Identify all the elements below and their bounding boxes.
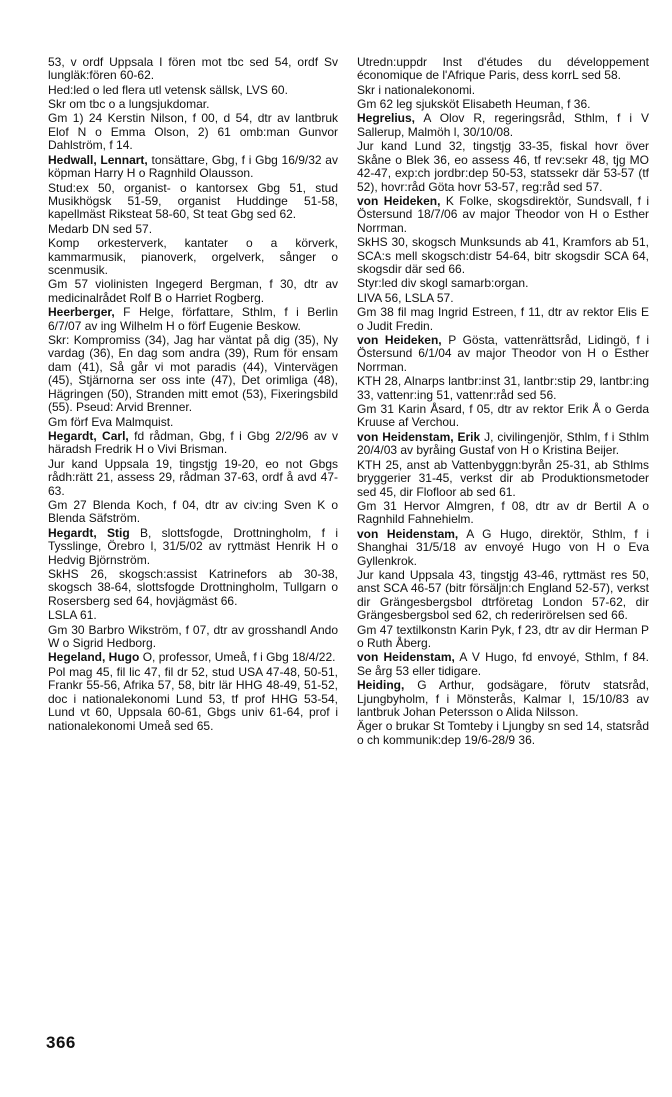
biography-paragraph <box>357 56 649 83</box>
biography-heading-paragraph <box>48 306 338 333</box>
entry-text: Äger o brukar St Tomteby i Ljungby sn sed 14, statsråd o ch kommunik:dep 19/6-28/9 36. <box>357 719 649 747</box>
entry-text: A G Hugo, direktör, Sthlm, f i Shanghai 31/5/18 av envoyé Hugo von H o Eva Gyllenkrok. <box>357 526 649 568</box>
person-name: Hegardt, Stig <box>48 525 130 540</box>
biography-heading-paragraph <box>48 651 338 664</box>
biography-heading-paragraph <box>48 154 338 181</box>
entry-text: O, professor, Umeå, f i Gbg 18/4/22. <box>142 650 336 665</box>
biography-paragraph <box>48 458 338 498</box>
person-name: Hegeland, Hugo <box>48 650 140 665</box>
entry-text: Gm 62 leg sjuksköt Elisabeth Heuman, f 36. <box>357 97 591 112</box>
biography-paragraph <box>48 223 338 236</box>
biography-paragraph <box>48 237 338 277</box>
entry-text: Gm 57 violinisten Ingegerd Bergman, f 30, dtr av medicinalrådet Rolf B o Harriet Rogberg. <box>48 277 338 305</box>
biography-heading-paragraph <box>357 195 649 235</box>
biography-paragraph <box>357 459 649 499</box>
entry-text: Gm 38 fil mag Ingrid Estreen, f 11, dtr av rektor Elis E o Judit Fredin. <box>357 305 649 333</box>
biography-paragraph <box>357 277 649 290</box>
entry-text: Skr om tbc o a lungsjukdomar. <box>48 97 210 112</box>
biography-paragraph <box>357 624 649 651</box>
biography-heading-paragraph <box>48 527 338 567</box>
entry-text: Jur kand Uppsala 43, tingstjg 43-46, ryttmäst res 50, anst SCA 46-57 (bitr försäljn:ch England 52-57), verkst dir Grängesbergsbol dtrföretag London 57-62, dir Grängesbergsbol sed 62, ch rederirörelsen sed 66. <box>357 567 649 623</box>
entry-text: Gm 31 Karin Åsard, f 05, dtr av rektor Erik Å o Gerda Kruuse af Verchou. <box>357 402 649 430</box>
biography-heading-paragraph <box>357 651 649 678</box>
person-name: Hegardt, Carl, <box>48 428 129 443</box>
biography-paragraph <box>357 306 649 333</box>
biography-heading-paragraph <box>357 431 649 458</box>
entry-text: SkHS 26, skogsch:assist Katrinefors ab 30-38, skogsch 38-64, slottsfogde Drottningholm, Tullgarn o Rosersberg sed 64, hovjägmäst 66. <box>48 567 338 608</box>
biography-heading-paragraph <box>357 334 649 374</box>
entry-text: Gm 31 Hervor Almgren, f 08, dtr av dr Bertil A o Ragnhild Fahnehielm. <box>357 498 649 527</box>
entry-text: Styr:led div skogl samarb:organ. <box>357 276 529 291</box>
biography-paragraph <box>48 416 338 429</box>
biography-paragraph <box>357 403 649 430</box>
entry-text: 53, v ordf Uppsala I fören mot tbc sed 54, ordf Sv lungläk:fören 60-62. <box>48 55 338 83</box>
biography-paragraph <box>48 56 338 83</box>
entry-text: Gm förf Eva Malmquist. <box>48 414 174 429</box>
biography-paragraph <box>357 720 649 747</box>
entry-text: B, slottsfogde, Drottningholm, f i Tysslinge, Örebro l, 31/5/02 av ryttmäst Henrik H o Hedvig Björnström. <box>48 525 338 567</box>
person-name: Hedwall, Lennart, <box>48 152 148 167</box>
biography-heading-paragraph <box>357 528 649 568</box>
entry-text: Gm 47 textilkonstn Karin Pyk, f 23, dtr av dir Herman P o Ruth Åberg. <box>357 622 649 651</box>
right-column <box>357 56 649 748</box>
biography-heading-paragraph <box>48 430 338 457</box>
biography-paragraph <box>357 292 649 305</box>
biography-paragraph <box>48 609 338 622</box>
biography-paragraph <box>48 666 338 733</box>
entry-text: Medarb DN sed 57. <box>48 221 153 236</box>
entry-text: fd rådman, Gbg, f i Gbg 2/2/96 av v häradsh Fredrik H o Vivi Brisman. <box>48 428 339 457</box>
entry-text: Utredn:uppdr Inst d'études du développement économique de l'Afrique Paris, dess korrL sed 58. <box>357 55 649 83</box>
person-name: Heerberger, <box>48 305 115 320</box>
entry-text: KTH 25, anst ab Vattenbyggn:byrån 25-31, ab Sthlms bryggerier 31-45, verkst dir ab Produktionsmetoder sed 45, dir Flofloor ab sed 61. <box>357 457 649 499</box>
page-number: 366 <box>46 1033 76 1052</box>
biography-paragraph <box>357 236 649 276</box>
entry-text: Hed:led o led flera utl vetensk sällsk, LVS 60. <box>48 82 288 97</box>
entry-text: Skr: Kompromiss (34), Jag har väntat på dig (35), Ny vardag (36), En dag som andra (39), Rum för ensam dam (41), Så går vi mot paradis (44), Vintervägen (45), Stjärnorna ser oss inte (47), Det orimliga (48), Hägringen (50), Stranden mitt emot (53), Fixeringsbild (55). Pseud: Arvid Brenner. <box>48 332 338 415</box>
biography-paragraph <box>48 98 338 111</box>
biography-paragraph <box>357 140 649 194</box>
biography-paragraph <box>357 500 649 527</box>
biography-paragraph <box>357 569 649 623</box>
entry-text: Jur kand Uppsala 19, tingstjg 19-20, eo not Gbgs rådh:rätt 21, assess 29, rådman 37-63, ordf å avd 47-63. <box>48 456 338 498</box>
biography-paragraph <box>357 98 649 111</box>
entry-text: P Gösta, vattenrättsråd, Lidingö, f i Östersund 6/1/04 av major Theodor von H o Esther Norrman. <box>357 332 649 374</box>
entry-text: A V Hugo, fd envoyé, Sthlm, f 84. Se årg 53 eller tidigare. <box>357 650 650 678</box>
entry-text: A Olov R, regeringsråd, Sthlm, f i V Sallerup, Malmöh l, 30/10/08. <box>357 111 649 139</box>
biography-paragraph <box>48 112 338 152</box>
entry-text: K Folke, skogsdirektör, Sundsvall, f i Östersund 18/7/06 av major Theodor von H o Esther Norrman. <box>357 193 649 235</box>
person-name: von Heideken, <box>357 193 441 208</box>
entry-text: Pol mag 45, fil lic 47, fil dr 52, stud USA 47-48, 50-51, Frankr 55-56, Afrika 57, 58, bitr lär HHG 48-49, 51-52, doc i nationalekonomi Lund 53, tf prof HHG 53-54, Lund vt 60, Uppsala 60-61, Gbgs univ 61-64, prof i nationalekonomi Umeå sed 65. <box>48 664 338 733</box>
biography-paragraph <box>48 499 338 526</box>
person-name: von Heidenstam, <box>357 650 455 665</box>
biography-paragraph <box>48 182 338 222</box>
biography-paragraph <box>48 334 338 415</box>
entry-text: Gm 27 Blenda Koch, f 04, dtr av civ:ing Sven K o Blenda Säfström. <box>48 497 338 526</box>
entry-text: Gm 30 Barbro Wikström, f 07, dtr av grosshandl Ando W o Sigrid Hedborg. <box>48 622 338 651</box>
biography-heading-paragraph <box>357 112 649 139</box>
entry-text: tonsättare, Gbg, f i Gbg 16/9/32 av köpman Harry H o Ragnhild Olausson. <box>48 152 338 181</box>
biography-paragraph <box>48 624 338 651</box>
entry-text: SkHS 30, skogsch Munksunds ab 41, Kramfors ab 51, SCA:s mell skogsch:distr 54-64, bitr skogsdir SCA 64, skogsdir där sed 66. <box>357 235 649 277</box>
entry-text: G Arthur, godsägare, förutv statsråd, Ljungbyholm, f i Mönsterås, Kalmar l, 15/10/83 av lantbruk Johan Petersson o Alida Nilsson. <box>357 678 650 720</box>
entry-text: LIVA 56, LSLA 57. <box>357 290 454 305</box>
entry-text: J, civilingenjör, Sthlm, f i Sthlm 20/4/03 av byråing Gustaf von H o Kristina Beijer. <box>357 429 649 458</box>
biography-paragraph <box>357 84 649 97</box>
person-name: von Heidenstam, Erik <box>357 429 481 444</box>
entry-text: Stud:ex 50, organist- o kantorsex Gbg 51, stud Musikhögsk 51-59, organist Huddinge 51-58, kapellmäst Riksteat 58-60, St teat Gbg sed 62. <box>48 180 338 222</box>
biography-paragraph <box>48 84 338 97</box>
entry-text: Komp orkesterverk, kantater o a körverk, kammarmusik, pianoverk, orgelverk, sånger o scenmusik. <box>48 236 338 278</box>
entry-text: Gm 1) 24 Kerstin Nilson, f 00, d 54, dtr av lantbruk Elof N o Emma Olson, 2) 61 omb:man Gunvor Dahlström, f 14. <box>48 111 338 153</box>
entry-text: Jur kand Lund 32, tingstjg 33-35, fiskal hovr över Skåne o Blek 36, eo assess 46, tf rev:sekr 48, tjg MO 42-47, exp:ch jordbr:dep 50-53, statssekr där 53-57 (tf 52), hovr:råd Göta hovr 53-57, reg:råd sed 57. <box>357 139 649 194</box>
entry-text: F Helge, författare, Sthlm, f i Berlin 6/7/07 av ing Wilhelm H o förf Eugenie Beskow. <box>48 305 338 333</box>
left-column <box>48 56 338 734</box>
person-name: Hegrelius, <box>357 111 416 126</box>
entry-text: KTH 28, Alnarps lantbr:inst 31, lantbr:stip 29, lantbr:ing 33, vattenr:ing 51, vattenr:råd sed 56. <box>357 374 649 402</box>
biography-paragraph <box>48 278 338 305</box>
biography-paragraph <box>357 375 649 402</box>
entry-text: LSLA 61. <box>48 608 97 623</box>
person-name: Heiding, <box>357 678 405 693</box>
person-name: von Heideken, <box>357 332 442 347</box>
biography-heading-paragraph <box>357 679 649 719</box>
biography-paragraph <box>48 568 338 608</box>
entry-text: Skr i nationalekonomi. <box>357 82 476 97</box>
person-name: von Heidenstam, <box>357 526 459 541</box>
